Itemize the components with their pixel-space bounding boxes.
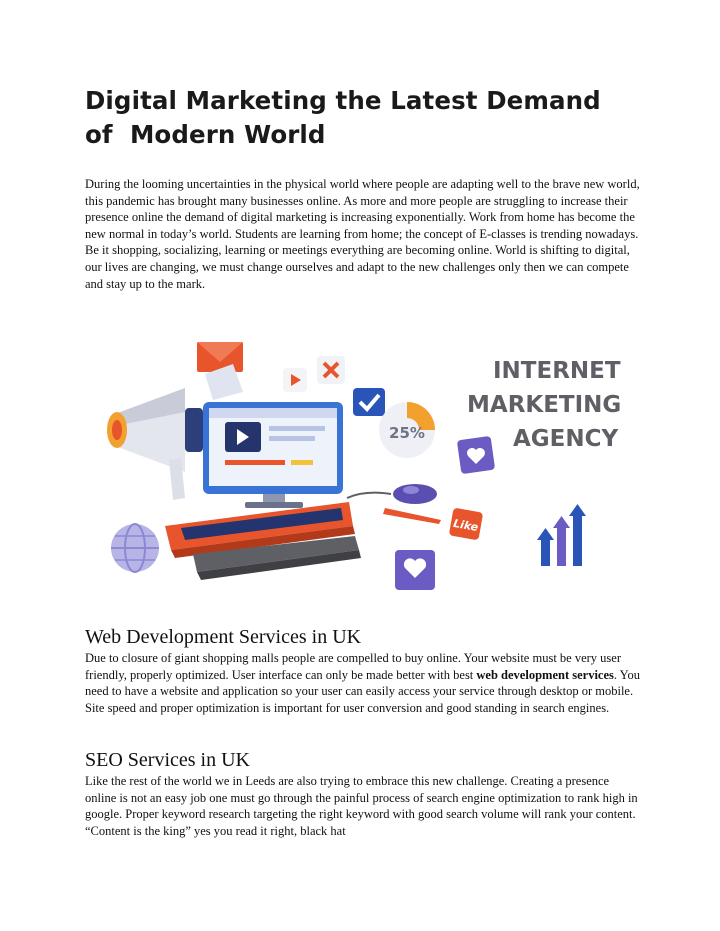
headline-line-1: INTERNET [493,358,621,384]
check-icon [353,388,385,416]
web-dev-text-2: . You need to have a website and application so your user can easily access your service through desktop or mobile. Site speed and proper optimization is important for user conversion and good standing in search engines. [85,667,640,715]
headline-line-2: MARKETING [467,392,622,418]
internet-marketing-illustration [85,322,630,608]
web-dev-paragraph [85,650,640,716]
heart-tile-2-icon [395,550,435,590]
heart-tile-icon [457,436,495,474]
play-small-icon [283,368,307,392]
seo-paragraph: Like the rest of the world we in Leeds are also trying to embrace this new challenge. Creating a presence online is not an easy job one must go through the painful process of search engine optimization to rank high in google. Proper keyword research targeting the right keyword with good search volume will rank your content. “Content is the king” yes you read it right, black hat [85,774,638,838]
intro-paragraph: During the looming uncertainties in the physical world where people are adapting well to the brave new world, this pandemic has brought many businesses online. As more and more people are struggling to increase their presence online the demand of digital marketing is increasing exponentially. Work from home has become the new normal in today’s world. Students are learning from home; the concept of E-classes is trending nowadays. Be it shopping, socializing, learning or meetings everything are becoming online. World is shifting to digital, our lives are changing, we must change ourselves and adapt to the new challenges only then we can compete and stay up to the mark. [85,177,640,291]
monitor-icon [203,402,343,508]
like-sticker-label: Like [452,516,480,535]
globe-icon [111,524,159,572]
like-sticker-icon [449,508,483,541]
web-dev-heading: Web Development Services in UK [85,626,362,648]
close-icon [317,356,345,384]
gauge-label: 25% [389,424,425,442]
web-dev-service-link: web development services [476,667,614,682]
title-line-1: Digital Marketing the Latest Demand [85,86,601,115]
headline-line-3: AGENCY [513,426,619,452]
page-title [85,84,645,152]
title-line-2: of Modern World [85,120,326,149]
seo-heading: SEO Services in UK [85,749,250,771]
percent-gauge-icon [379,402,435,458]
web-dev-text-1: Due to closure of giant shopping malls people are compelled to buy online. Your website must be very user friendly, properly optimized. User interface can only be made better with best [85,651,622,682]
